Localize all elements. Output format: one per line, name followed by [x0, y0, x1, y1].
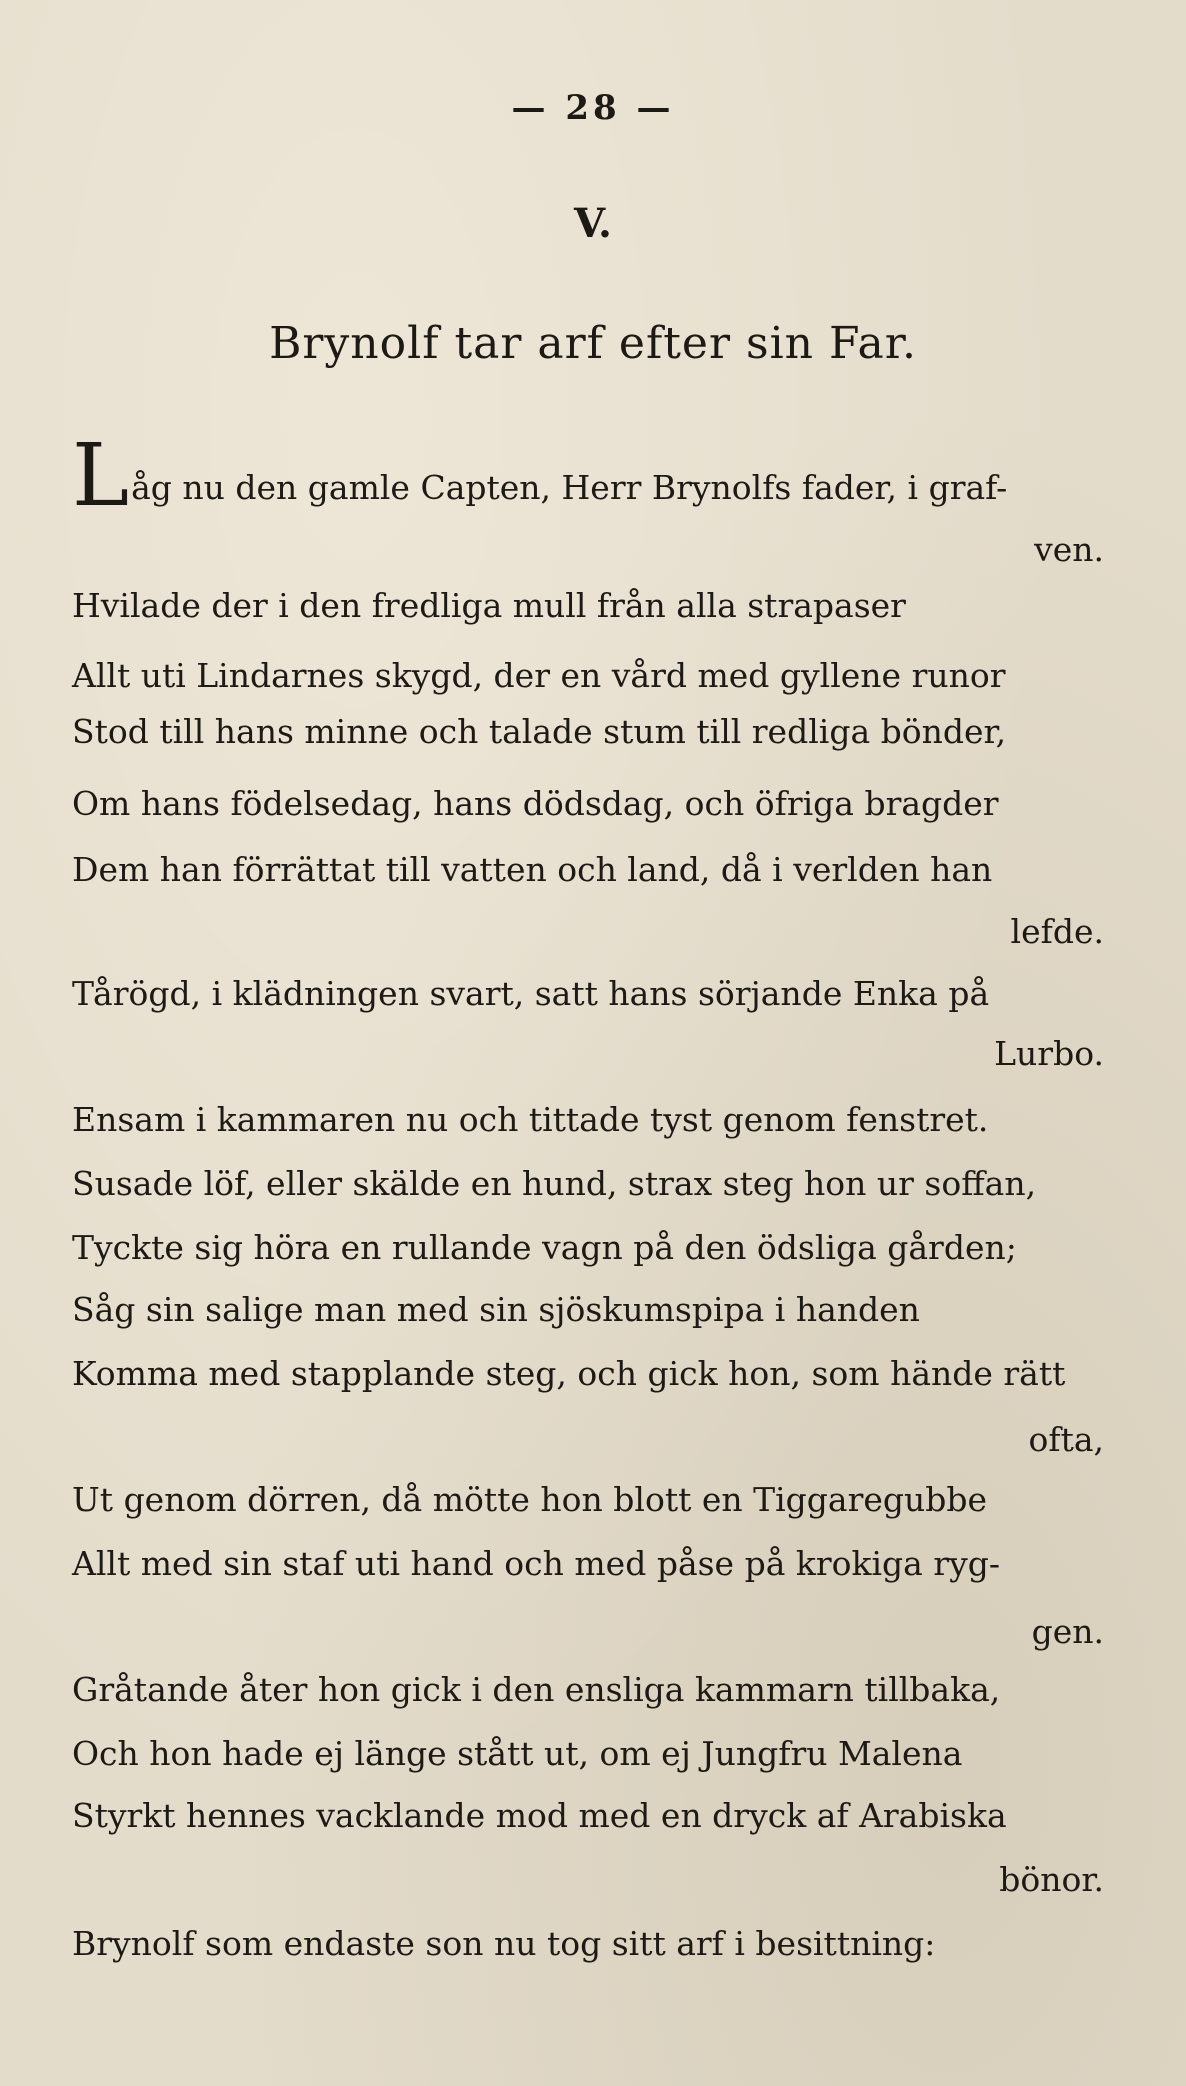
- verse-line: Stod till hans minne och talade stum till redliga bönder,: [72, 712, 1007, 751]
- verse-continuation: bönor.: [999, 1860, 1104, 1899]
- verse-line: Brynolf som endaste son nu tog sitt arf i besittning:: [72, 1924, 936, 1963]
- verse-line: Susade löf, eller skälde en hund, strax steg hon ur soffan,: [72, 1164, 1037, 1203]
- drop-capital: L: [72, 426, 130, 526]
- chapter-number: V.: [574, 200, 612, 247]
- verse-line: Gråtande åter hon gick i den ensliga kammarn tillbaka,: [72, 1670, 1001, 1709]
- verse-continuation: lefde.: [1010, 912, 1104, 951]
- verse-line: Ut genom dörren, då mötte hon blott en Tiggaregubbe: [72, 1480, 988, 1519]
- verse-line: Såg sin salige man med sin sjöskumspipa i handen: [72, 1290, 920, 1329]
- verse-line: Hvilade der i den fredliga mull från alla strapaser: [72, 586, 906, 625]
- verse-line: Allt uti Lindarnes skygd, der en vård med gyllene runor: [72, 656, 1006, 695]
- verse-line: Tårögd, i klädningen svart, satt hans sörjande Enka på: [72, 974, 990, 1013]
- page-number: — 28 —: [511, 88, 675, 128]
- verse-line: Dem han förrättat till vatten och land, då i verlden han: [72, 850, 993, 889]
- verse-continuation: ven.: [1034, 530, 1104, 569]
- verse-continuation: gen.: [1031, 1612, 1104, 1651]
- verse-line-1: [72, 426, 1114, 526]
- verse-continuation: Lurbo.: [994, 1034, 1104, 1073]
- verse-continuation: ofta,: [1028, 1420, 1104, 1459]
- verse-line: Tyckte sig höra en rullande vagn på den ödsliga gården;: [72, 1228, 1017, 1267]
- verse-line: Om hans födelsedag, hans dödsdag, och öfriga bragder: [72, 784, 999, 823]
- verse-line-1-text: åg nu den gamle Capten, Herr Brynolfs fader, i graf-: [131, 468, 1008, 507]
- chapter-title: Brynolf tar arf efter sin Far.: [269, 318, 917, 369]
- verse-line: Och hon hade ej länge stått ut, om ej Jungfru Malena: [72, 1734, 963, 1773]
- verse-line: Ensam i kammaren nu och tittade tyst genom fenstret.: [72, 1100, 989, 1139]
- verse-line: Allt med sin staf uti hand och med påse på krokiga ryg-: [72, 1544, 1001, 1583]
- verse-line: Komma med stapplande steg, och gick hon, som hände rätt: [72, 1354, 1066, 1393]
- verse-line: Styrkt hennes vacklande mod med en dryck af Arabiska: [72, 1796, 1007, 1835]
